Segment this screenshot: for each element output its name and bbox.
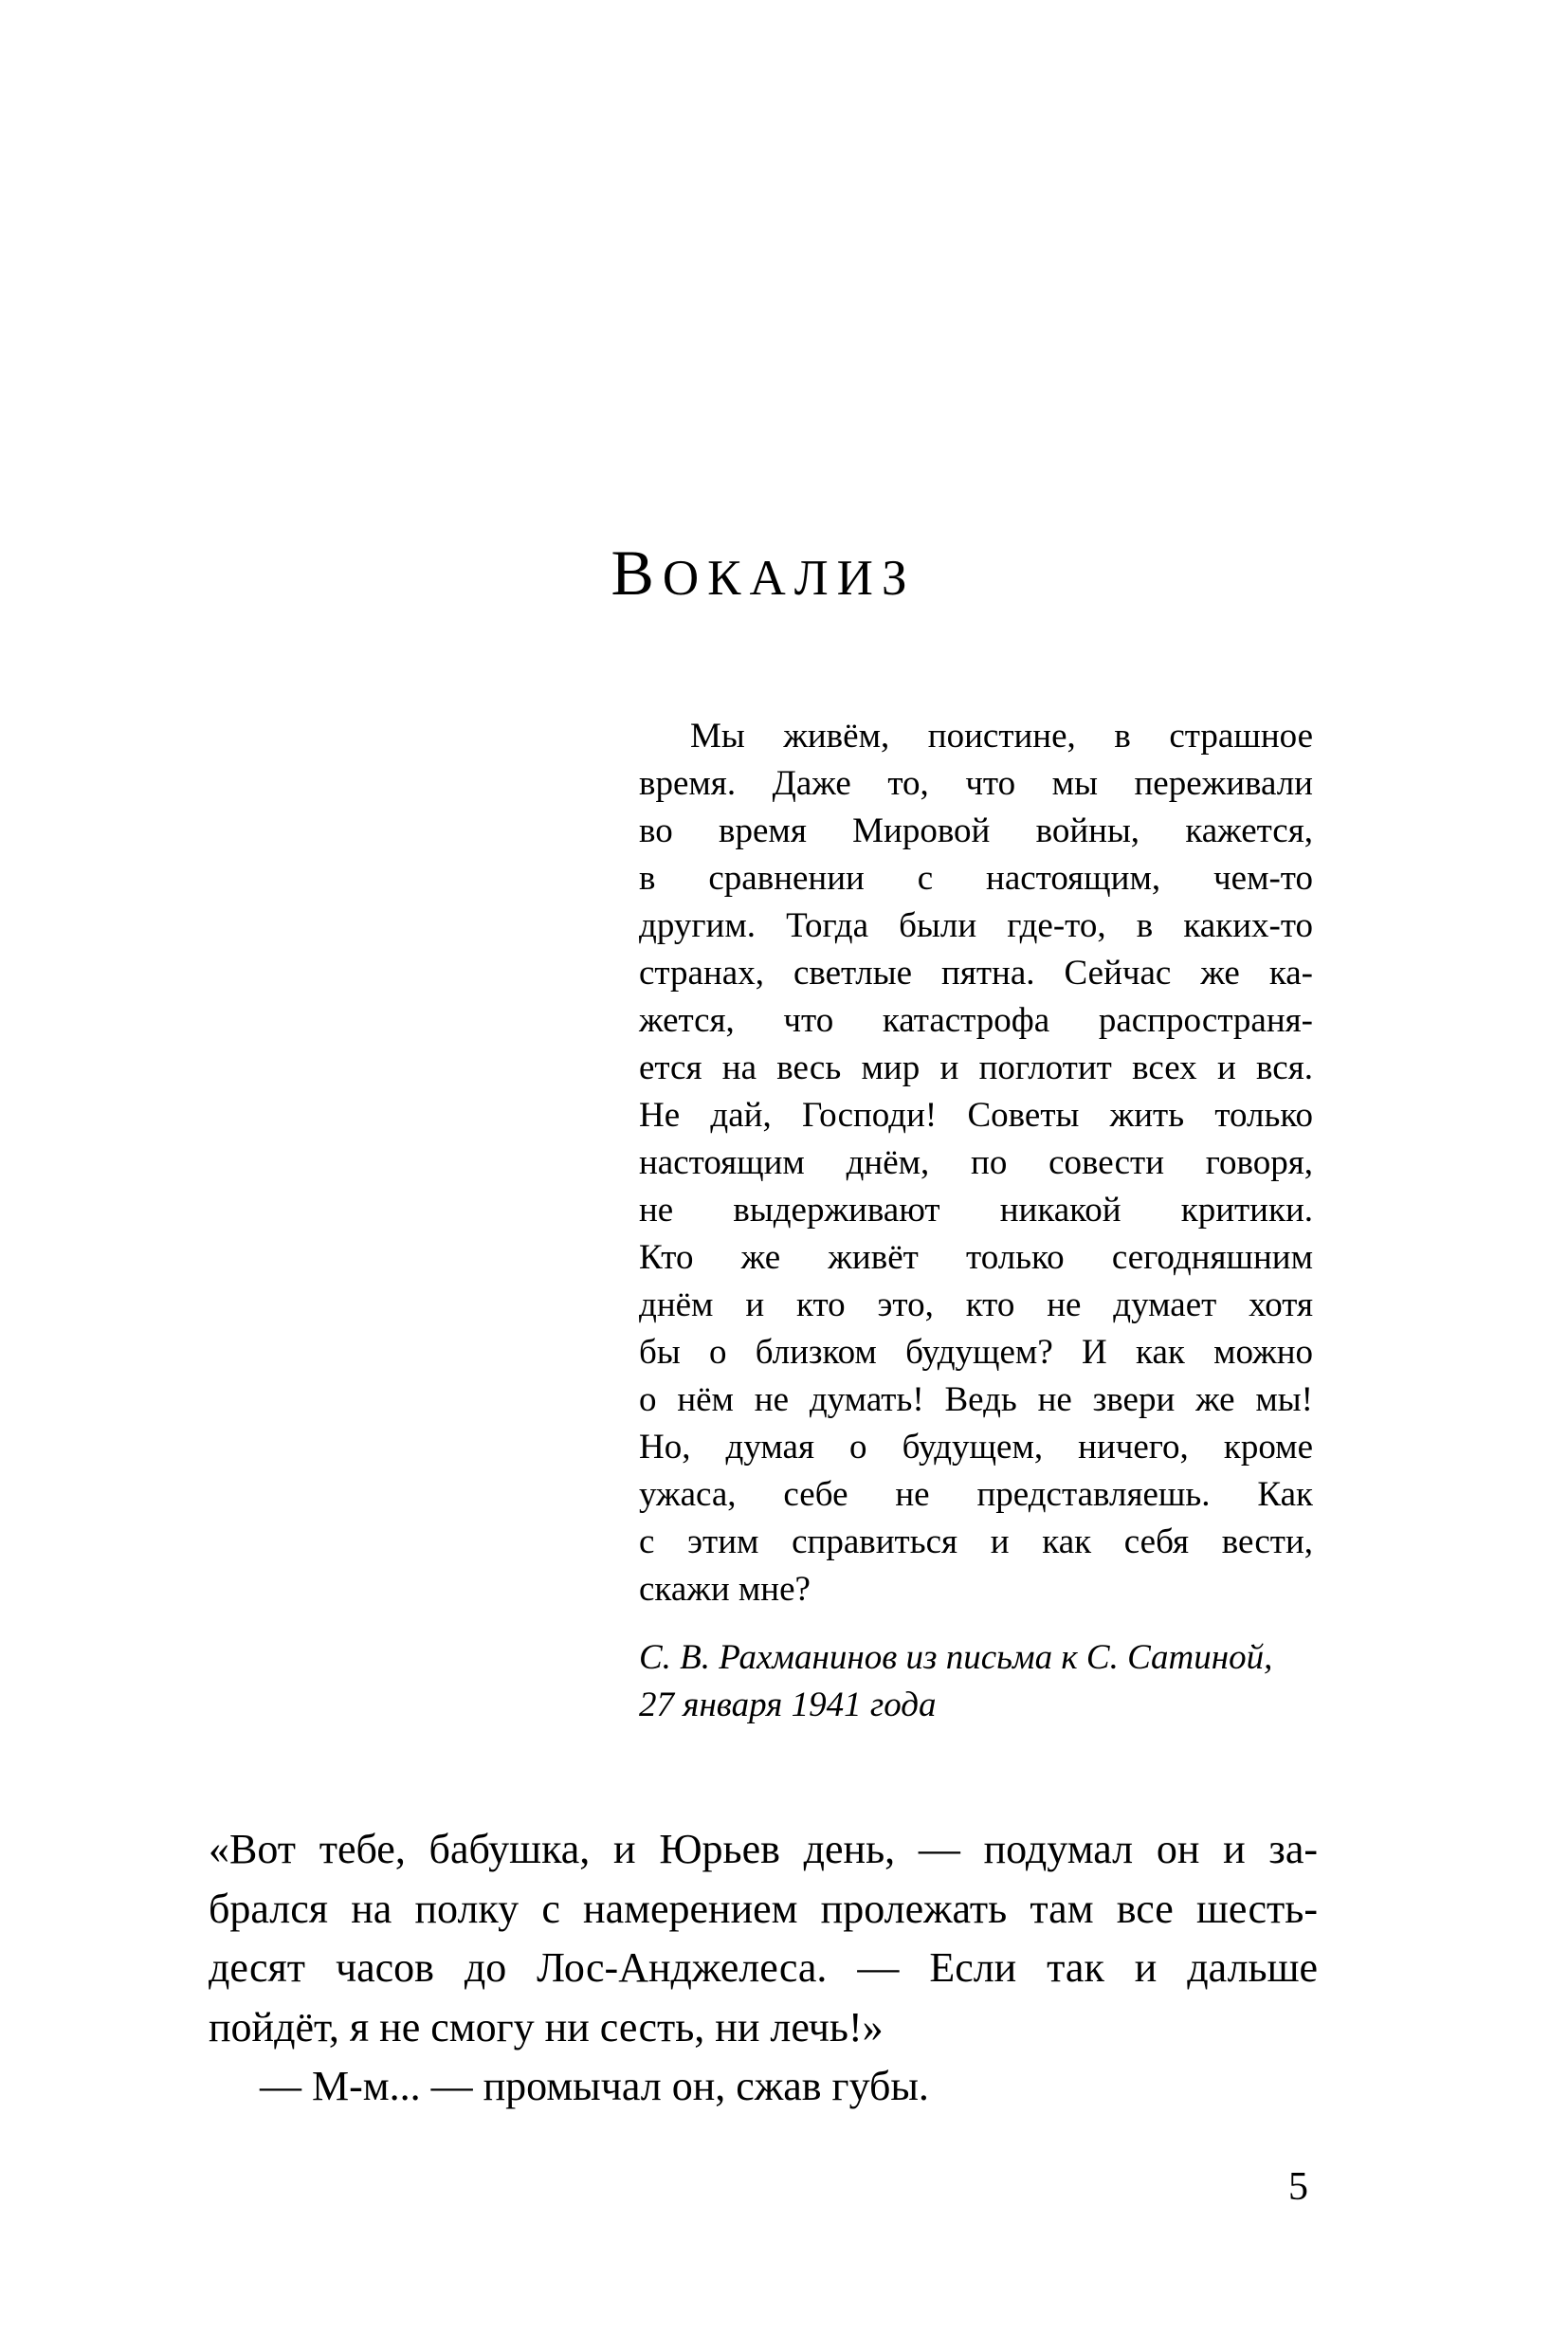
- epigraph-line: с этим справиться и как себя вести,: [639, 1522, 1313, 1561]
- epigraph-line: о нём не думать! Ведь не звери же мы!: [639, 1380, 1313, 1419]
- epigraph-line: во время Мировой войны, кажется,: [639, 811, 1313, 850]
- epigraph-line: скажи мне?: [639, 1570, 811, 1609]
- epigraph-line: днём и кто это, кто не думает хотя: [639, 1285, 1313, 1324]
- epigraph-line: в сравнении с настоящим, чем-то: [639, 859, 1313, 898]
- epigraph-line: не выдерживают никакой критики.: [639, 1191, 1313, 1230]
- epigraph-line: странах, светлые пятна. Сейчас же ка-: [639, 954, 1313, 993]
- chapter-title-initial: В: [611, 537, 663, 609]
- page-number: 5: [1288, 2165, 1308, 2209]
- epigraph-line: Не дай, Господи! Советы жить только: [639, 1096, 1313, 1135]
- epigraph-line: ется на весь мир и поглотит всех и вся.: [639, 1048, 1313, 1087]
- chapter-title: [209, 537, 1318, 609]
- body-text-line: десят часов до Лос-Анджелеса. — Если так и дальше: [209, 1944, 1318, 1991]
- body-text-line: «Вот тебе, бабушка, и Юрьев день, — подумал он и за-: [209, 1826, 1318, 1872]
- epigraph-line: жется, что катастрофа распространя-: [639, 1001, 1313, 1040]
- chapter-title-rest: ОКАЛИЗ: [662, 551, 916, 606]
- epigraph-quote: [639, 713, 1313, 1613]
- body-text-line: пойдёт, я не смогу ни сесть, ни лечь!»: [209, 2003, 884, 2050]
- epigraph-line: Кто же живёт только сегодняшним: [639, 1238, 1313, 1277]
- body-text-line: брался на полку с намерением пролежать там все шесть-: [209, 1885, 1318, 1932]
- body-text-line: — М-м... — промычал он, сжав губы.: [260, 2063, 929, 2109]
- epigraph-line: время. Даже то, что мы переживали: [639, 764, 1313, 803]
- epigraph-line: ужаса, себе не представляешь. Как: [639, 1475, 1313, 1514]
- body-text: [209, 1820, 1318, 2117]
- epigraph-attribution: [639, 1634, 1313, 1729]
- epigraph-line: Но, думая о будущем, ничего, кроме: [639, 1428, 1313, 1467]
- attribution-line: С. В. Рахманинов из письма к С. Сатиной,: [639, 1638, 1273, 1677]
- attribution-line: 27 января 1941 года: [639, 1686, 937, 1724]
- epigraph-line: Мы живём, поистине, в страшное: [690, 717, 1313, 756]
- epigraph-line: бы о близком будущем? И как можно: [639, 1333, 1313, 1372]
- epigraph-line: другим. Тогда были где-то, в каких-то: [639, 906, 1313, 945]
- epigraph-line: настоящим днём, по совести говоря,: [639, 1143, 1313, 1182]
